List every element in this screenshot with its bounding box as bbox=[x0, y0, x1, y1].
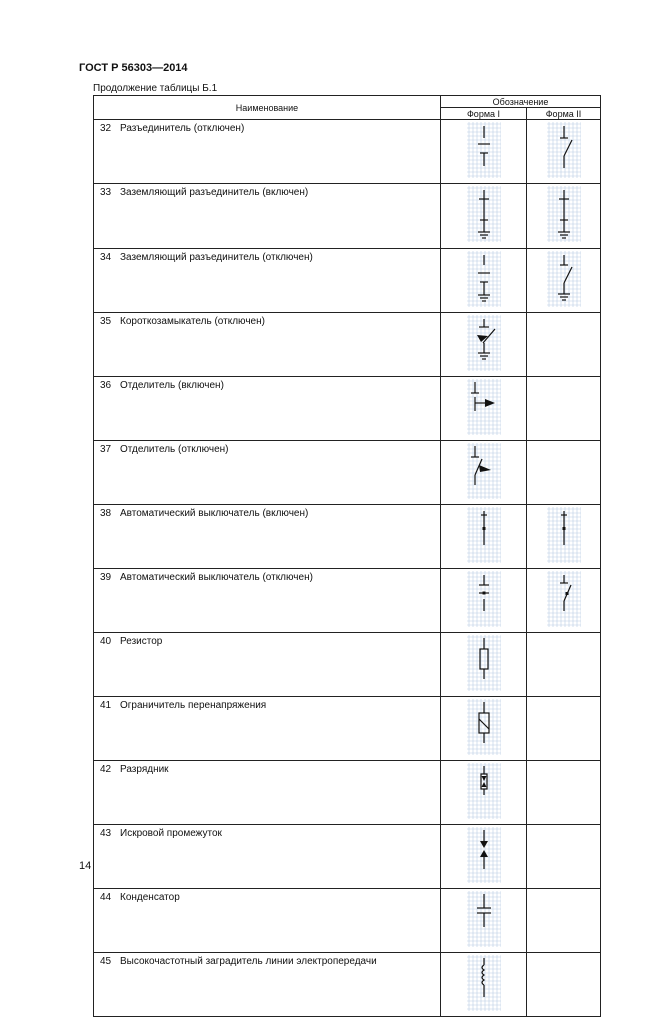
row-number: 42 bbox=[100, 764, 112, 775]
row-name-cell bbox=[94, 825, 441, 889]
circuit-breaker-open-icon bbox=[467, 571, 501, 627]
symbols-table bbox=[93, 95, 601, 1017]
row-name-cell bbox=[94, 505, 441, 569]
table-row bbox=[94, 249, 601, 313]
row-name: Автоматический выключатель (отключен) bbox=[120, 572, 313, 583]
row-name-cell bbox=[94, 953, 441, 1017]
switch-open-diagonal-icon bbox=[547, 122, 581, 178]
form-1-cell bbox=[441, 313, 527, 377]
table-row bbox=[94, 697, 601, 761]
row-name-cell bbox=[94, 569, 441, 633]
row-name-cell bbox=[94, 120, 441, 184]
row-name: Отделитель (включен) bbox=[120, 380, 224, 391]
row-name-cell bbox=[94, 377, 441, 441]
header-name: Наименование bbox=[94, 96, 441, 120]
hf-line-trap-icon bbox=[467, 955, 501, 1011]
form-2-cell bbox=[527, 825, 601, 889]
row-name: Заземляющий разъединитель (включен) bbox=[120, 187, 309, 198]
form-1-cell bbox=[441, 120, 527, 184]
row-name: Автоматический выключатель (включен) bbox=[120, 508, 309, 519]
row-name: Разъединитель (отключен) bbox=[120, 123, 245, 134]
form-1-cell bbox=[441, 441, 527, 505]
row-number: 39 bbox=[100, 572, 112, 583]
circuit-breaker-closed-icon bbox=[467, 507, 501, 563]
row-number: 43 bbox=[100, 828, 112, 839]
row-name: Отделитель (отключен) bbox=[120, 444, 229, 455]
short-circuiter-icon bbox=[467, 315, 501, 371]
resistor-icon bbox=[467, 635, 501, 691]
row-number: 37 bbox=[100, 444, 112, 455]
table-row bbox=[94, 761, 601, 825]
table-row bbox=[94, 505, 601, 569]
header-designation: Обозначение bbox=[441, 96, 601, 108]
row-number: 33 bbox=[100, 187, 112, 198]
form-1-cell bbox=[441, 505, 527, 569]
row-number: 44 bbox=[100, 892, 112, 903]
earthing-switch-open-diagonal-icon bbox=[547, 251, 581, 307]
spark-gap-icon bbox=[467, 827, 501, 883]
form-2-cell bbox=[527, 889, 601, 953]
doc-title: ГОСТ Р 56303—2014 bbox=[79, 62, 188, 74]
form-2-cell bbox=[527, 569, 601, 633]
row-name: Искровой промежуток bbox=[120, 828, 222, 839]
row-number: 32 bbox=[100, 123, 112, 134]
row-name: Резистор bbox=[120, 636, 163, 647]
form-1-cell bbox=[441, 569, 527, 633]
earthing-switch-closed-icon bbox=[547, 186, 581, 242]
table-row bbox=[94, 953, 601, 1017]
row-number: 36 bbox=[100, 380, 112, 391]
surge-arrester-icon bbox=[467, 699, 501, 755]
table-row bbox=[94, 889, 601, 953]
form-2-cell bbox=[527, 697, 601, 761]
row-number: 45 bbox=[100, 956, 112, 967]
table-row bbox=[94, 184, 601, 249]
discharger-icon bbox=[467, 763, 501, 819]
row-name-cell bbox=[94, 313, 441, 377]
switch-open-icon bbox=[467, 122, 501, 178]
table-caption: Продолжение таблицы Б.1 bbox=[93, 83, 218, 94]
row-name-cell bbox=[94, 249, 441, 313]
form-1-cell bbox=[441, 953, 527, 1017]
header-form-2: Форма II bbox=[527, 108, 601, 120]
circuit-breaker-open-diagonal-icon bbox=[547, 571, 581, 627]
row-number: 38 bbox=[100, 508, 112, 519]
table-row bbox=[94, 120, 601, 184]
row-name-cell bbox=[94, 889, 441, 953]
row-name-cell bbox=[94, 761, 441, 825]
row-number: 40 bbox=[100, 636, 112, 647]
row-name: Конденсатор bbox=[120, 892, 180, 903]
row-number: 34 bbox=[100, 252, 112, 263]
form-2-cell bbox=[527, 441, 601, 505]
form-1-cell bbox=[441, 697, 527, 761]
separator-closed-icon bbox=[467, 379, 501, 435]
form-2-cell bbox=[527, 377, 601, 441]
row-name: Высокочастотный заградитель линии электропередачи bbox=[120, 956, 377, 967]
form-1-cell bbox=[441, 249, 527, 313]
table-row bbox=[94, 633, 601, 697]
table-row bbox=[94, 825, 601, 889]
earthing-switch-closed-icon bbox=[467, 186, 501, 242]
row-number: 41 bbox=[100, 700, 112, 711]
form-1-cell bbox=[441, 377, 527, 441]
header-form-1: Форма I bbox=[441, 108, 527, 120]
form-2-cell bbox=[527, 249, 601, 313]
separator-open-icon bbox=[467, 443, 501, 499]
row-name: Ограничитель перенапряжения bbox=[120, 700, 267, 711]
form-2-cell bbox=[527, 505, 601, 569]
row-name-cell bbox=[94, 184, 441, 249]
row-name-cell bbox=[94, 633, 441, 697]
form-2-cell bbox=[527, 184, 601, 249]
row-name: Разрядник bbox=[120, 764, 169, 775]
form-1-cell bbox=[441, 633, 527, 697]
row-name: Короткозамыкатель (отключен) bbox=[120, 316, 265, 327]
form-1-cell bbox=[441, 825, 527, 889]
table-row bbox=[94, 313, 601, 377]
form-2-cell bbox=[527, 313, 601, 377]
table-row bbox=[94, 569, 601, 633]
earthing-switch-open-icon bbox=[467, 251, 501, 307]
row-name: Заземляющий разъединитель (отключен) bbox=[120, 252, 313, 263]
table-row bbox=[94, 441, 601, 505]
row-name-cell bbox=[94, 697, 441, 761]
page-number: 14 bbox=[79, 860, 92, 872]
form-2-cell bbox=[527, 120, 601, 184]
row-number: 35 bbox=[100, 316, 112, 327]
form-1-cell bbox=[441, 184, 527, 249]
form-2-cell bbox=[527, 761, 601, 825]
table-row bbox=[94, 377, 601, 441]
form-1-cell bbox=[441, 889, 527, 953]
form-1-cell bbox=[441, 761, 527, 825]
form-2-cell bbox=[527, 633, 601, 697]
form-2-cell bbox=[527, 953, 601, 1017]
circuit-breaker-closed-icon bbox=[547, 507, 581, 563]
capacitor-icon bbox=[467, 891, 501, 947]
row-name-cell bbox=[94, 441, 441, 505]
